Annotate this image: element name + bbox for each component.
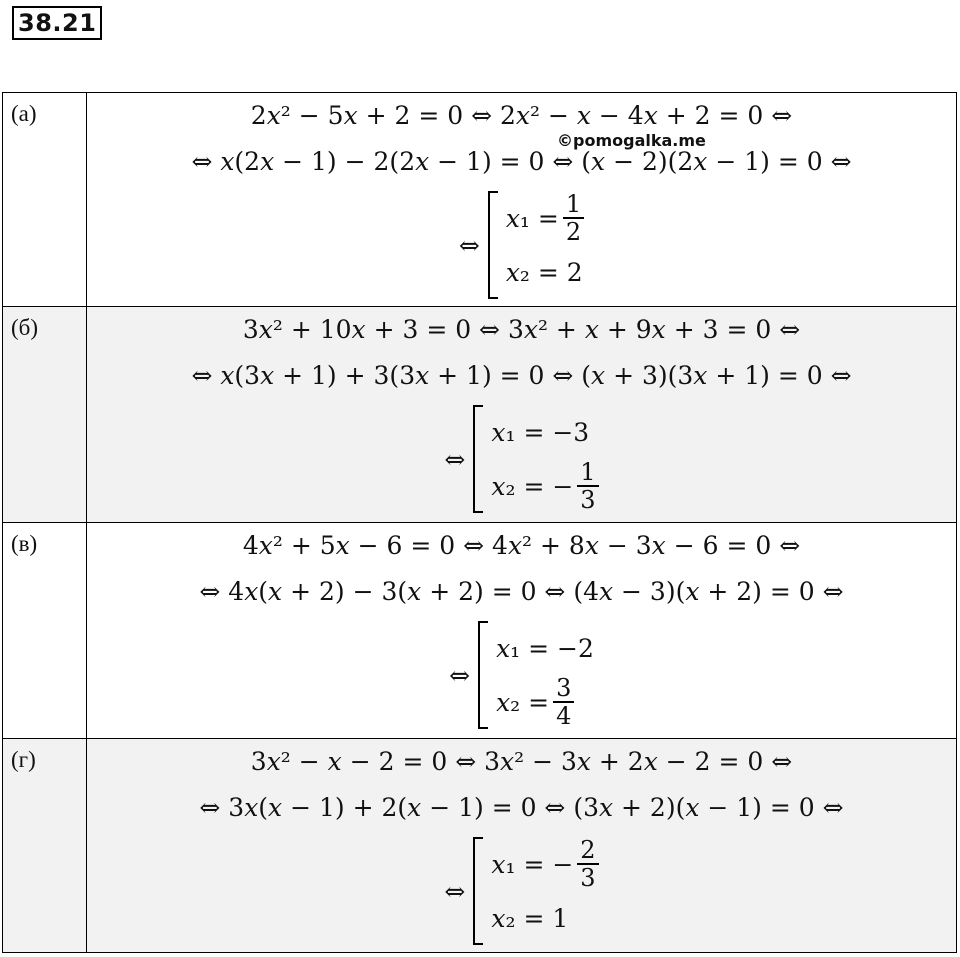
table-row bbox=[3, 93, 957, 307]
root-x1-label: 𝑥₁ = −2 bbox=[496, 633, 594, 663]
root-x2 bbox=[496, 675, 594, 729]
root-x1-label: 𝑥₁ = bbox=[505, 203, 559, 233]
fraction-denominator: 2 bbox=[565, 218, 582, 246]
root-system bbox=[459, 185, 584, 305]
root-system bbox=[444, 831, 598, 951]
fraction-numerator: 1 bbox=[577, 459, 598, 487]
solution-cell bbox=[87, 739, 957, 953]
root-x2-label: 𝑥₂ = 1 bbox=[491, 903, 569, 933]
solution-cell bbox=[87, 523, 957, 739]
equivalence-arrow: ⇔ bbox=[444, 444, 466, 474]
row-label: (в) bbox=[3, 523, 87, 739]
root-x1 bbox=[496, 621, 594, 675]
equation-line-1: 3𝑥² − 𝑥 − 2 = 0 ⇔ 3𝑥² − 3𝑥 + 2𝑥 − 2 = 0 ⇔ bbox=[250, 747, 793, 776]
row-label: (г) bbox=[3, 739, 87, 953]
equation-line-2: ⇔ 𝑥(2𝑥 − 1) − 2(2𝑥 − 1) = 0 ⇔ (𝑥 − 2)(2𝑥 − 1) = 0 ⇔ bbox=[191, 147, 852, 176]
fraction-denominator: 3 bbox=[580, 486, 596, 514]
fraction-numerator: 2 bbox=[577, 837, 598, 865]
fraction-denominator: 4 bbox=[556, 702, 572, 730]
equation-line-1: 2𝑥² − 5𝑥 + 2 = 0 ⇔ 2𝑥² − 𝑥 − 4𝑥 + 2 = 0 ⇔ bbox=[250, 101, 793, 130]
root-x2-label: 𝑥₂ = 2 bbox=[505, 257, 583, 287]
equation-line-2: ⇔ 3𝑥(𝑥 − 1) + 2(𝑥 − 1) = 0 ⇔ (3𝑥 + 2)(𝑥 − 1) = 0 ⇔ bbox=[199, 793, 844, 822]
equivalence-arrow: ⇔ bbox=[444, 876, 466, 906]
equivalence-arrow: ⇔ bbox=[458, 230, 480, 260]
fraction-denominator: 3 bbox=[580, 864, 596, 892]
root-x2-label: 𝑥₂ = − bbox=[491, 471, 574, 501]
root-system bbox=[449, 615, 594, 735]
watermark: ©pomogalka.me bbox=[557, 131, 706, 150]
fraction bbox=[553, 675, 574, 729]
root-x2 bbox=[491, 459, 598, 513]
system-bracket bbox=[478, 621, 488, 729]
equation-line-2: ⇔ 𝑥(3𝑥 + 1) + 3(3𝑥 + 1) = 0 ⇔ (𝑥 + 3)(3𝑥 + 1) = 0 ⇔ bbox=[191, 361, 852, 390]
solution-cell bbox=[87, 307, 957, 523]
root-x1-label: 𝑥₁ = −3 bbox=[491, 417, 590, 447]
equivalence-arrow: ⇔ bbox=[449, 660, 471, 690]
root-system bbox=[444, 399, 598, 519]
root-x1 bbox=[491, 837, 598, 891]
system-bracket bbox=[473, 837, 483, 945]
equation-line-2: ⇔ 4𝑥(𝑥 + 2) − 3(𝑥 + 2) = 0 ⇔ (4𝑥 − 3)(𝑥 + 2) = 0 ⇔ bbox=[199, 577, 844, 606]
fraction bbox=[577, 837, 598, 891]
root-x2-label: 𝑥₂ = bbox=[496, 687, 550, 717]
row-label: (б) bbox=[3, 307, 87, 523]
table-row bbox=[3, 739, 957, 953]
table-row bbox=[3, 307, 957, 523]
system-bracket bbox=[473, 405, 483, 513]
task-number: 38.21 bbox=[12, 6, 102, 40]
root-x1 bbox=[491, 405, 598, 459]
fraction-numerator: 1 bbox=[563, 191, 584, 219]
solutions-table bbox=[2, 92, 957, 953]
solution-cell bbox=[87, 93, 957, 307]
fraction bbox=[577, 459, 598, 513]
fraction bbox=[563, 191, 584, 245]
system-bracket bbox=[488, 191, 498, 299]
equation-line-1: 4𝑥² + 5𝑥 − 6 = 0 ⇔ 4𝑥² + 8𝑥 − 3𝑥 − 6 = 0 ⇔ bbox=[242, 531, 801, 560]
equation-line-1: 3𝑥² + 10𝑥 + 3 = 0 ⇔ 3𝑥² + 𝑥 + 9𝑥 + 3 = 0 ⇔ bbox=[242, 315, 801, 344]
row-label: (a) bbox=[3, 93, 87, 307]
root-x1-label: 𝑥₁ = − bbox=[491, 849, 574, 879]
fraction-numerator: 3 bbox=[553, 675, 574, 703]
table-row bbox=[3, 523, 957, 739]
root-x2 bbox=[491, 891, 598, 945]
root-x2 bbox=[506, 245, 584, 299]
root-x1 bbox=[506, 191, 584, 245]
